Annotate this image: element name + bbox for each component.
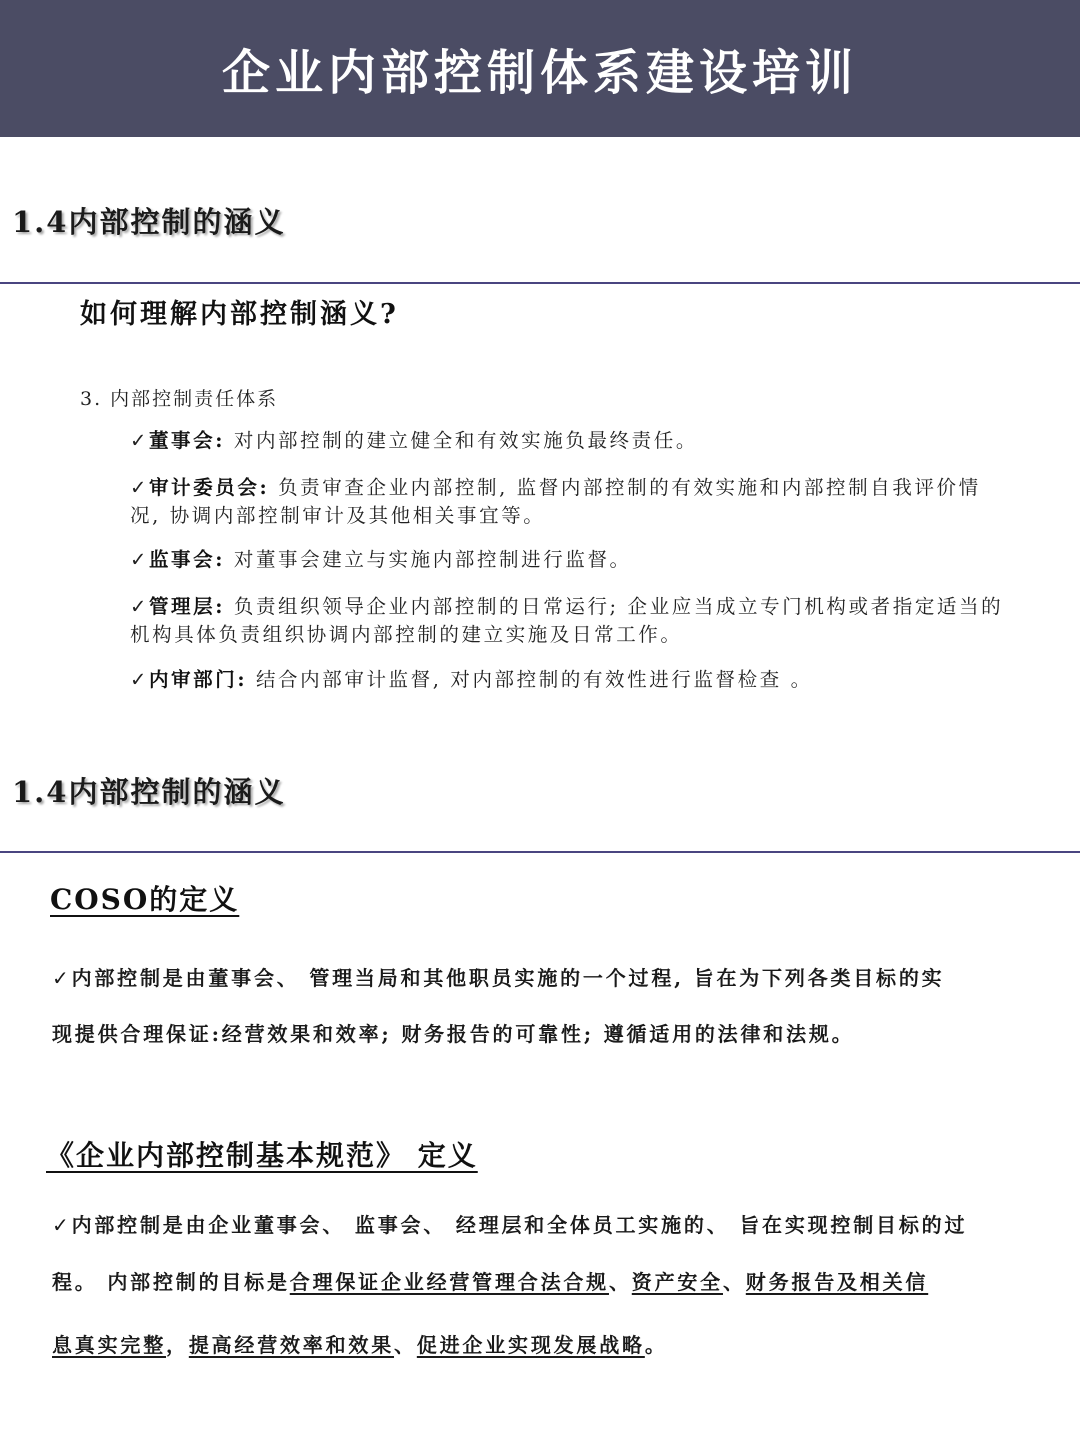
checkmark-icon: ✓ xyxy=(130,548,149,571)
separator: 、 xyxy=(722,1270,746,1294)
list-item xyxy=(130,666,1010,694)
item-text: 负责组织领导企业内部控制的日常运行; 企业应当成立专门机构或者指定适当的机构具体负责组织协调内部控制的建立实施及日常工作。 xyxy=(130,595,1004,646)
norm-definition-title: 《企业内部控制基本规范》 定义 xyxy=(46,1139,478,1172)
header-banner xyxy=(0,0,1080,137)
list-item xyxy=(130,546,1010,574)
item-term: 审计委员会: xyxy=(148,476,270,499)
norm-line xyxy=(52,1266,1042,1295)
page-title: 企业内部控制体系建设培训 xyxy=(221,45,858,101)
item-term: 监事会: xyxy=(148,548,226,571)
divider xyxy=(0,851,1080,853)
item-text: 对董事会建立与实施内部控制进行监督。 xyxy=(225,548,632,571)
question-heading: 如何理解内部控制涵义? xyxy=(80,299,399,330)
divider xyxy=(0,282,1080,284)
coso-line: 现提供合理保证:经营效果和效率; 财务报告的可靠性; 遵循适用的法律和法规。 xyxy=(52,1022,855,1046)
item-term: 管理层: xyxy=(148,595,226,618)
item-term: 内审部门: xyxy=(148,668,248,691)
goal-text: 合理保证企业经营管理合法合规 xyxy=(289,1270,609,1294)
checkmark-icon: ✓ xyxy=(52,966,72,990)
norm-text: 程。 内部控制的目标是 xyxy=(52,1270,290,1294)
checkmark-icon: ✓ xyxy=(130,595,149,618)
list-item xyxy=(130,427,1010,455)
norm-line xyxy=(52,1209,1042,1238)
goal-text: 促进企业实现发展战略 xyxy=(416,1333,645,1357)
goal-text: 财务报告及相关信 xyxy=(745,1270,929,1294)
norm-text: 内部控制是由企业董事会、 监事会、 经理层和全体员工实施的、 旨在实现控制目标的过 xyxy=(71,1213,968,1237)
coso-text: 内部控制是由董事会、 管理当局和其他职员实施的一个过程, 旨在为下列各类目标的实 xyxy=(71,966,945,990)
checkmark-icon: ✓ xyxy=(130,668,149,691)
goal-text: 息真实完整 xyxy=(52,1333,166,1357)
item-text: 负责审查企业内部控制, 监督内部控制的有效实施和内部控制自我评价情况, 协调内部控制审计及其他相关事宜等。 xyxy=(130,476,981,527)
checkmark-icon: ✓ xyxy=(130,476,149,499)
item-text: 结合内部审计监督, 对内部控制的有效性进行监督检查 。 xyxy=(247,668,813,691)
section-title: 1.4内部控制的涵义 xyxy=(12,775,286,809)
coso-definition-title: COSO的定义 xyxy=(50,883,240,916)
list-item xyxy=(130,474,1010,530)
item-text: 对内部控制的建立健全和有效实施负最终责任。 xyxy=(225,429,698,452)
separator: 、 xyxy=(608,1270,632,1294)
item-term: 董事会: xyxy=(148,429,226,452)
list-item xyxy=(130,593,1010,649)
section-title: 1.4内部控制的涵义 xyxy=(12,205,286,239)
separator: 、 xyxy=(394,1333,417,1357)
coso-line xyxy=(52,962,1042,991)
separator: ， xyxy=(166,1333,189,1357)
goal-text: 资产安全 xyxy=(631,1270,723,1294)
separator: 。 xyxy=(644,1333,668,1357)
sub-heading: 3. 内部控制责任体系 xyxy=(80,388,279,410)
checkmark-icon: ✓ xyxy=(130,429,149,452)
goal-text: 提高经营效率和效果 xyxy=(188,1333,395,1357)
norm-line xyxy=(52,1329,1042,1358)
checkmark-icon: ✓ xyxy=(52,1213,72,1237)
